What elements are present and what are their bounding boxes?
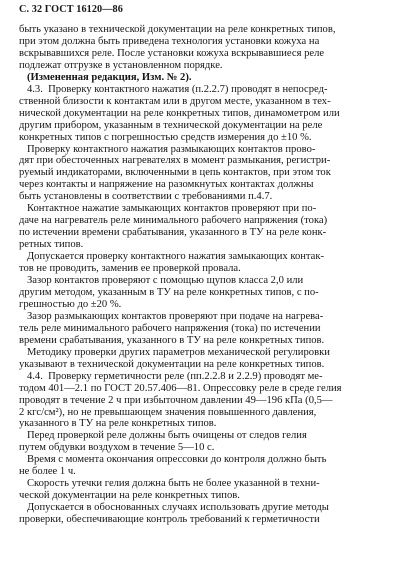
text-line: грешностью до ±20 %. [19, 298, 122, 310]
text-line: при этом должна быть приведена технология установки кожуха на [19, 35, 320, 47]
text-line: дят при обесточенных нагревателях в момент размыкания, регистри- [19, 155, 331, 167]
text-line: Зазор контактов проверяют с помощью щупов класса 2,0 или [19, 275, 304, 287]
text-line: Допускается в обоснованных случаях использовать другие методы [19, 502, 329, 514]
text-line: проверки, обеспечивающие контроль требований к герметичности [19, 514, 320, 526]
text-line: Время с момента окончания опрессовки до контроля должно быть [19, 454, 327, 466]
text-line: тодом 401—2.1 по ГОСТ 20.57.406—81. Опрессовку реле в среде гелия [19, 382, 342, 394]
text-line: ческой документации на реле конкретных типов. [19, 490, 240, 502]
text-line: даче на нагреватель реле минимального рабочего напряжения (тока) [19, 215, 328, 227]
text-line: времени срабатывания, указанного в ТУ на реле конкретных типов. [19, 334, 325, 346]
text-line: Допускается проверку контактного нажатия замыкающих контак- [19, 251, 325, 263]
page-header: С. 32 ГОСТ 16120—86 [19, 4, 123, 15]
text-line: Зазор размыкающих контактов проверяют при подаче на нагрева- [19, 310, 324, 322]
text-line: указанного в ТУ на реле конкретных типов. [19, 418, 217, 430]
text-line: быть указано в технической документации на реле конкретных типов, [19, 24, 336, 35]
text-line: Методику проверки других параметров механической регулировки [19, 346, 330, 358]
text-line: через контакты и напряжение на разомкнутых контактах должны [19, 179, 314, 191]
text-line: тель реле минимального рабочего напряжения (тока) по истечении [19, 322, 321, 334]
text-line: конкретных типов с погрешностью средств измерения до ±10 %. [19, 131, 312, 143]
text-line: указывают в технической документации на реле конкретных типов. [19, 358, 325, 370]
text-line: ственной близости к контактам или в другом месте, указанном в тех- [19, 95, 331, 107]
text-line: 4.4. Проверку герметичности реле (пп.2.2.8 и 2.2.9) проводят ме- [19, 370, 323, 382]
text-line: вскрывавшихся реле. После установки кожуха вскрывавшиеся реле [19, 47, 325, 59]
body-text [19, 24, 393, 526]
text-line: руемый индикаторами, включенными в цепь контактов, при этом ток [19, 167, 331, 179]
text-line: по истечении времени срабатывания, указанного в ТУ на реле конк- [19, 227, 327, 239]
text-line: 4.3. Проверку контактного нажатия (п.2.2.7) проводят в непосред- [19, 83, 328, 95]
text-line: 2 кгс/см²), но не превышающем значения повышенного давления, [19, 406, 317, 418]
text-line: ретных типов. [19, 239, 84, 251]
text-line: другим методом, указанным в ТУ на реле конкретных типов, с по- [19, 286, 319, 298]
text-line: другим прибором, указанным в технической документации на реле [19, 119, 323, 131]
text-line: подлежат отгрузке в установленном порядке. [19, 59, 223, 71]
text-line: путем обдувки воздухом в течение 5—10 с. [19, 442, 215, 454]
text-line: нической документации на реле конкретных типов, динамометром или [19, 107, 340, 119]
text-line: быть установлены в соответствии с требованиями п.4.7. [19, 191, 273, 203]
text-line: Перед проверкой реле должны быть очищены от следов гелия [19, 430, 307, 442]
text-line: не более 1 ч. [19, 466, 76, 478]
text-line: Проверку контактного нажатия размыкающих контактов прово- [19, 143, 316, 155]
text-line: тов не проводить, заменив ее проверкой провала. [19, 263, 241, 275]
text-line: Скорость утечки гелия должна быть не более указанной в техни- [19, 478, 320, 490]
amendment-note: (Измененная редакция, Изм. № 2). [19, 71, 192, 83]
text-line: Контактное нажатие замыкающих контактов проверяют при по- [19, 203, 317, 215]
text-line: проводят в течение 2 ч при избыточном давлении 49—196 кПа (0,5— [19, 394, 333, 406]
